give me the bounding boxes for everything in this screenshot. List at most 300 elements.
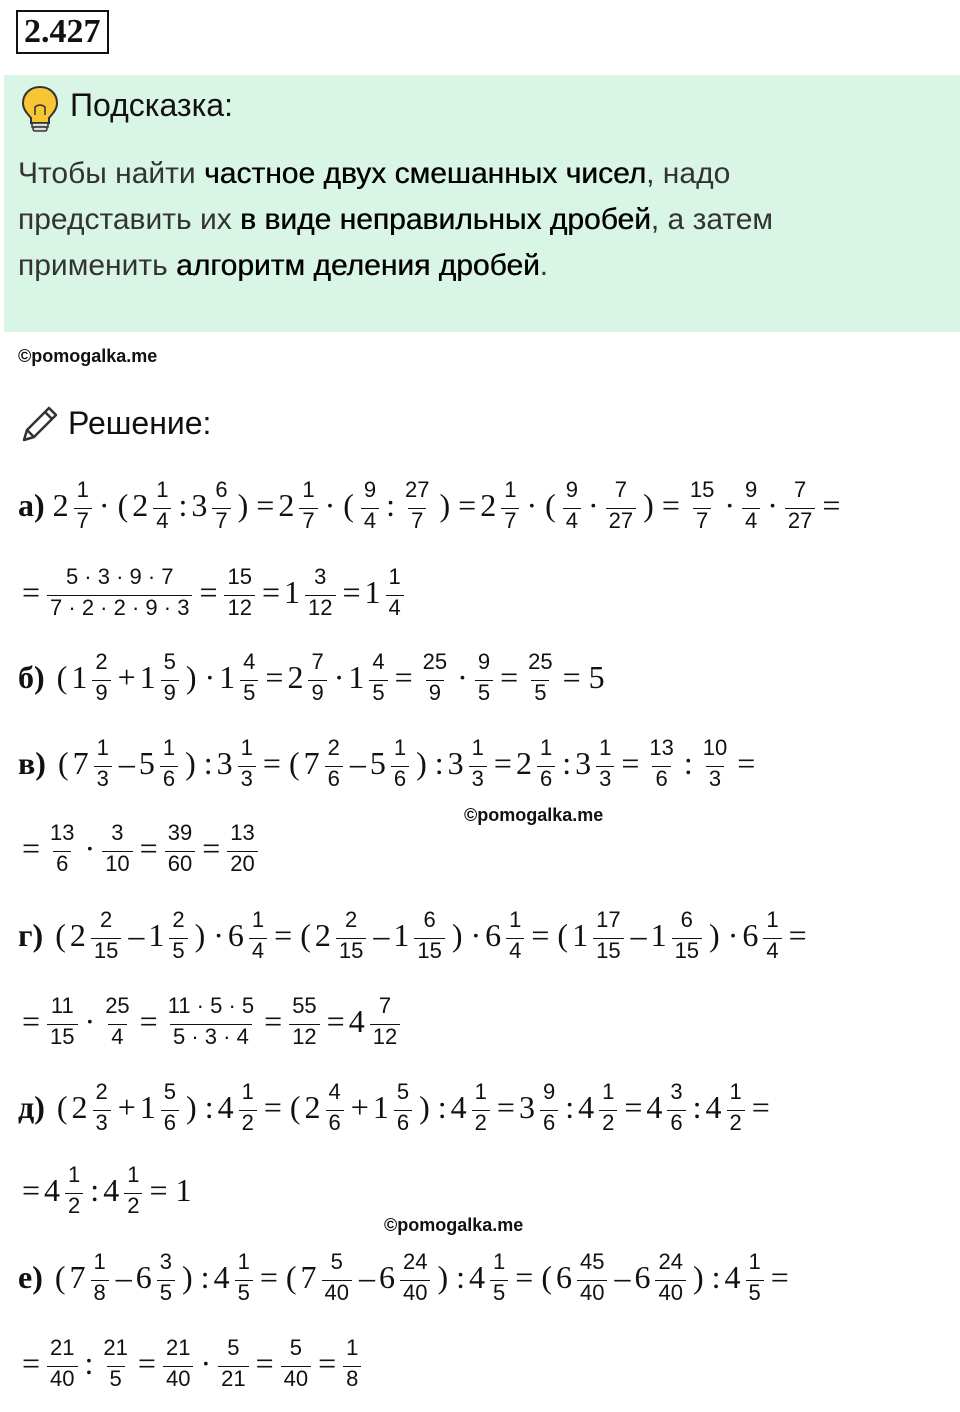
numerator: 4 [328, 1078, 341, 1104]
denominator: 7 [74, 508, 92, 533]
math-operator: · [457, 658, 468, 695]
math-operator: ) [437, 1258, 449, 1295]
math-operator: = [265, 658, 284, 695]
numerator: 5 [396, 1078, 410, 1104]
whole-part: 7 [300, 1258, 317, 1295]
numerator: 13 [50, 819, 75, 845]
item-label: а) [18, 486, 45, 523]
denominator: 40 [655, 1280, 685, 1305]
math-operator: · [588, 486, 599, 523]
math-operator: = [737, 744, 756, 781]
numerator: 39 [167, 819, 193, 845]
numerator: 7 [378, 992, 392, 1018]
whole-part: 4 [217, 1088, 234, 1125]
fraction [785, 478, 815, 533]
whole-part: 1 [284, 573, 301, 610]
math-operator: · [84, 829, 96, 866]
denominator: 7 [501, 508, 519, 533]
denominator: 12 [305, 595, 335, 620]
fraction [47, 994, 77, 1049]
math-operator: : [84, 1344, 94, 1381]
numerator: 21 [165, 1334, 191, 1360]
math-operator: : [434, 744, 444, 781]
numerator: 5 [330, 1248, 343, 1274]
whole-part: 6 [742, 916, 759, 953]
fraction [336, 908, 366, 963]
denominator: 12 [289, 1024, 319, 1049]
numerator: 11 [50, 992, 74, 1018]
fraction [667, 1080, 685, 1135]
math-operator: = [394, 658, 413, 695]
numerator: 1 [156, 476, 169, 502]
denominator: 5 [240, 680, 258, 705]
fraction [227, 821, 257, 876]
whole-part: 2 [69, 916, 86, 953]
fraction [153, 478, 171, 533]
denominator: 6 [161, 1110, 179, 1135]
denominator: 7 [212, 508, 230, 533]
fraction [239, 1080, 257, 1135]
whole-part: 4 [103, 1171, 120, 1208]
denominator: 2 [124, 1193, 142, 1218]
whole-part: 1 [364, 573, 381, 610]
hint-emphasis: в виде неправильных дробей [240, 203, 651, 236]
numerator: 7 [311, 648, 324, 674]
fraction [394, 1080, 412, 1135]
denominator: 4 [506, 938, 524, 963]
whole-part: 4 [705, 1088, 722, 1125]
numerator: 1 [393, 734, 407, 760]
fraction [100, 1336, 130, 1391]
numerator: 5 [163, 648, 176, 674]
item-label: г) [18, 916, 44, 953]
numerator: 5 [163, 1078, 177, 1104]
math-operator: = [263, 1088, 282, 1125]
numerator: 2 [95, 648, 108, 674]
whole-part: 4 [450, 1088, 467, 1125]
math-operator: · [200, 1344, 212, 1381]
denominator: 4 [563, 508, 581, 533]
task-number: 2.427 [16, 10, 109, 54]
numerator: 6 [215, 476, 228, 502]
whole-part: 3 [575, 744, 592, 781]
numerator: 2 [344, 906, 358, 932]
denominator: 15 [336, 938, 366, 963]
hint-title: Подсказка: [70, 87, 233, 123]
whole-part: 2 [287, 658, 304, 695]
numerator: 7 [614, 476, 628, 502]
fraction [240, 650, 258, 705]
math-operator: = [493, 744, 512, 781]
math-operator: ( [54, 1258, 66, 1295]
fraction [506, 908, 524, 963]
fraction [386, 565, 404, 620]
fraction [93, 1080, 111, 1135]
math-operator: · [204, 658, 216, 695]
denominator: 6 [540, 1110, 558, 1135]
item-label: в) [18, 744, 46, 781]
whole-part: 2 [278, 486, 295, 523]
math-operator: = [822, 486, 841, 523]
solution-line [18, 991, 403, 1051]
fraction [94, 736, 112, 791]
math-operator: = [255, 1344, 274, 1381]
numerator: 1 [68, 1161, 81, 1187]
fraction [687, 478, 717, 533]
math-operator: ) [237, 486, 249, 523]
numerator: 1 [766, 906, 779, 932]
denominator: 6 [391, 766, 409, 791]
fraction [369, 650, 387, 705]
whole-part: 6 [379, 1258, 395, 1295]
math-operator: ( [289, 1088, 301, 1125]
fraction [218, 1336, 248, 1391]
whole-part: 3 [216, 744, 233, 781]
whole-part: 1 [139, 658, 156, 695]
numerator: 21 [50, 1334, 75, 1360]
fraction [391, 736, 409, 791]
whole-part: 2 [52, 486, 69, 523]
math-operator: ( [541, 1258, 552, 1295]
denominator: 15 [593, 938, 623, 963]
whole-part: 4 [348, 1002, 365, 1039]
math-operator: = [318, 1344, 337, 1381]
numerator: 1 [602, 1078, 615, 1104]
numerator: 6 [680, 906, 693, 932]
numerator: 1 [162, 734, 176, 760]
fraction [537, 736, 555, 791]
math-operator: ( [557, 916, 569, 953]
watermark: ©pomogalka.me [384, 1215, 524, 1235]
math-operator: : [683, 744, 693, 781]
denominator: 3 [469, 766, 487, 791]
numerator: 9 [363, 476, 377, 502]
hint-segment: . [539, 249, 549, 282]
whole-part: 4 [646, 1088, 663, 1125]
whole-part: 7 [72, 744, 89, 781]
fraction [92, 650, 110, 705]
numerator: 10 [702, 734, 728, 760]
fraction [299, 478, 317, 533]
math-operator: – [118, 744, 135, 781]
item-label: д) [18, 1088, 45, 1125]
denominator: 3 [94, 766, 112, 791]
whole-part: 2 [304, 1088, 321, 1125]
denominator: 9 [92, 680, 110, 705]
numerator: 1 [471, 734, 484, 760]
math-operator: ( [57, 744, 69, 781]
denominator: 5 [235, 1280, 253, 1305]
fraction [361, 478, 379, 533]
denominator: 20 [227, 851, 257, 876]
whole-part: 2 [71, 1088, 88, 1125]
hint-emphasis: алгоритм деления дробей [176, 249, 540, 282]
math-operator: = [515, 1258, 534, 1295]
whole-part: 6 [485, 916, 502, 953]
math-operator: = [531, 916, 550, 953]
math-operator: : [204, 1088, 214, 1125]
numerator: 4 [372, 648, 385, 674]
numerator: 1 [251, 906, 265, 932]
math-operator: : [386, 486, 396, 523]
math-operator: ) [185, 658, 197, 695]
whole-part: 3 [447, 744, 464, 781]
math-operator: = [199, 573, 218, 610]
math-operator: = [149, 1171, 168, 1208]
math-operator: ( [55, 916, 66, 953]
numerator: 1 [729, 1078, 742, 1104]
fraction [420, 650, 450, 705]
numerator: 1 [237, 1248, 250, 1274]
pencil-icon [18, 402, 62, 446]
fraction [525, 650, 555, 705]
denominator: 21 [218, 1366, 248, 1391]
denominator: 4 [153, 508, 171, 533]
numerator: 2 [99, 906, 113, 932]
denominator: 4 [742, 508, 760, 533]
math-operator: = [262, 744, 281, 781]
math-operator: ) [709, 916, 720, 953]
solution-line [18, 1333, 364, 1393]
fraction [596, 736, 614, 791]
solution-line [18, 1160, 195, 1220]
denominator: 40 [47, 1366, 77, 1391]
numerator: 2 [327, 734, 340, 760]
fraction [305, 565, 335, 620]
hint-segment: , надо представить их [18, 157, 731, 236]
math-operator: + [350, 1088, 369, 1125]
math-operator: : [203, 744, 213, 781]
numerator: 4 [243, 648, 256, 674]
math-operator: = [22, 1002, 41, 1039]
math-operator: · [767, 486, 778, 523]
lightbulb-icon [18, 83, 62, 133]
numerator: 1 [388, 563, 401, 589]
fraction [472, 1080, 490, 1135]
fraction [655, 1250, 685, 1305]
solution-title: Решение: [68, 405, 212, 441]
numerator: 1 [240, 734, 253, 760]
math-operator: = [259, 1258, 278, 1295]
denominator: 2 [599, 1110, 617, 1135]
whole-part: 2 [314, 916, 331, 953]
numerator: 24 [403, 1248, 428, 1274]
denominator: 5 [490, 1280, 508, 1305]
fraction [161, 1080, 179, 1135]
numerator: 2 [95, 1078, 108, 1104]
item-label: б) [18, 658, 45, 695]
numerator: 13 [230, 819, 255, 845]
denominator: 2 [472, 1110, 490, 1135]
fraction [577, 1250, 607, 1305]
math-operator: = [500, 658, 519, 695]
denominator: 6 [53, 851, 71, 876]
fraction [469, 736, 487, 791]
whole-part: 4 [44, 1171, 61, 1208]
math-operator: ( [300, 916, 311, 953]
fraction [161, 650, 179, 705]
math-operator: 1 [175, 1171, 192, 1208]
hint-segment: , а затем применить [18, 203, 774, 282]
denominator: 6 [160, 766, 178, 791]
whole-part: 2 [132, 486, 149, 523]
fraction [742, 478, 760, 533]
denominator: 5 [369, 680, 387, 705]
numerator: 1 [127, 1161, 140, 1187]
denominator: 40 [281, 1366, 311, 1391]
fraction [102, 994, 132, 1049]
fraction [501, 478, 519, 533]
denominator: 40 [322, 1280, 352, 1305]
fraction [74, 478, 92, 533]
fraction [727, 1080, 745, 1135]
whole-part: 1 [650, 916, 667, 953]
whole-part: 3 [518, 1088, 535, 1125]
math-operator: : [90, 1171, 100, 1208]
whole-part: 6 [135, 1258, 152, 1295]
math-operator: : [692, 1088, 702, 1125]
math-operator: ) [419, 1088, 430, 1125]
math-operator: ( [285, 1258, 297, 1295]
math-operator: ( [288, 744, 300, 781]
fraction [160, 736, 178, 791]
numerator: 9 [745, 476, 758, 502]
math-operator: = [624, 1088, 643, 1125]
math-operator: · [526, 486, 538, 523]
math-operator: = [264, 1002, 283, 1039]
math-operator: · [724, 486, 735, 523]
fraction [672, 908, 702, 963]
math-operator: = [621, 744, 640, 781]
whole-part: 1 [372, 1088, 389, 1125]
whole-part: 1 [139, 1088, 156, 1125]
fraction [593, 908, 623, 963]
fraction [65, 1163, 83, 1218]
math-operator: · [213, 916, 224, 953]
denominator: 6 [537, 766, 555, 791]
numerator: 9 [565, 476, 579, 502]
fraction [370, 994, 400, 1049]
fraction [102, 821, 132, 876]
fraction [212, 478, 230, 533]
numerator: 6 [423, 906, 436, 932]
numerator: 1 [539, 734, 553, 760]
fraction [646, 736, 676, 791]
math-operator: : [456, 1258, 466, 1295]
whole-part: 4 [578, 1088, 595, 1125]
numerator: 25 [528, 648, 553, 674]
numerator: 3 [111, 819, 124, 845]
denominator: 4 [386, 595, 404, 620]
numerator: 27 [405, 476, 430, 502]
whole-part: 7 [303, 744, 320, 781]
math-operator: ) [439, 486, 451, 523]
numerator: 9 [542, 1078, 556, 1104]
math-operator: = [326, 1002, 345, 1039]
numerator: 1 [493, 1248, 506, 1274]
whole-part: 1 [71, 658, 88, 695]
math-operator: ( [56, 1088, 68, 1125]
math-operator: = [22, 829, 41, 866]
fraction [165, 821, 195, 876]
denominator: 8 [91, 1280, 109, 1305]
hint-box [4, 75, 960, 332]
math-operator: = [256, 486, 275, 523]
whole-part: 1 [393, 916, 410, 953]
denominator: 27 [785, 508, 815, 533]
denominator: 15 [91, 938, 121, 963]
fraction [563, 478, 581, 533]
math-operator: – [359, 1258, 375, 1295]
fraction [700, 736, 730, 791]
denominator: 3 [238, 766, 256, 791]
whole-part: 6 [555, 1258, 572, 1295]
math-operator: ) [416, 744, 427, 781]
solution-line [18, 1077, 774, 1137]
math-operator: ) [643, 486, 654, 523]
whole-part: 1 [148, 916, 165, 953]
fraction [47, 821, 77, 876]
math-operator: – [373, 916, 390, 953]
denominator: 15 [414, 938, 444, 963]
math-operator: ) [186, 1088, 197, 1125]
fraction [47, 565, 192, 620]
math-operator: ( [545, 486, 556, 523]
denominator: 12 [224, 595, 254, 620]
denominator: 7 · 2 · 2 · 9 · 3 [47, 595, 192, 620]
solution-line [18, 647, 609, 707]
denominator: 3 [706, 766, 724, 791]
math-operator: = [22, 1171, 41, 1208]
denominator: 6 [667, 1110, 685, 1135]
denominator: 6 [326, 1110, 344, 1135]
whole-part: 1 [572, 916, 589, 953]
math-operator: = [139, 829, 158, 866]
math-operator: = [496, 1088, 515, 1125]
math-operator: = [22, 573, 41, 610]
whole-part: 3 [191, 486, 208, 523]
math-operator: = [202, 829, 221, 866]
math-operator: · [470, 916, 482, 953]
math-operator: = [751, 1088, 770, 1125]
numerator: 45 [579, 1248, 605, 1274]
hint-text [18, 151, 900, 289]
denominator: 9 [161, 680, 179, 705]
whole-part: 1 [219, 658, 236, 695]
numerator: 1 [346, 1334, 359, 1360]
denominator: 15 [47, 1024, 77, 1049]
fraction [325, 736, 343, 791]
denominator: 5 [746, 1280, 764, 1305]
math-operator: = [137, 1344, 156, 1381]
numerator: 1 [93, 1248, 106, 1274]
denominator: 9 [308, 680, 326, 705]
numerator: 25 [422, 648, 448, 674]
numerator: 5 · 3 · 9 · 7 [65, 563, 174, 589]
denominator: 3 [596, 766, 614, 791]
math-operator: · [324, 486, 336, 523]
fraction [400, 1250, 430, 1305]
numerator: 15 [689, 476, 715, 502]
numerator: 55 [292, 992, 317, 1018]
math-operator: : [562, 744, 572, 781]
watermark: ©pomogalka.me [18, 346, 158, 366]
denominator: 6 [394, 1110, 412, 1135]
fraction [599, 1080, 617, 1135]
fraction [343, 1336, 361, 1391]
fraction [165, 994, 257, 1049]
math-operator: = [22, 1344, 41, 1381]
